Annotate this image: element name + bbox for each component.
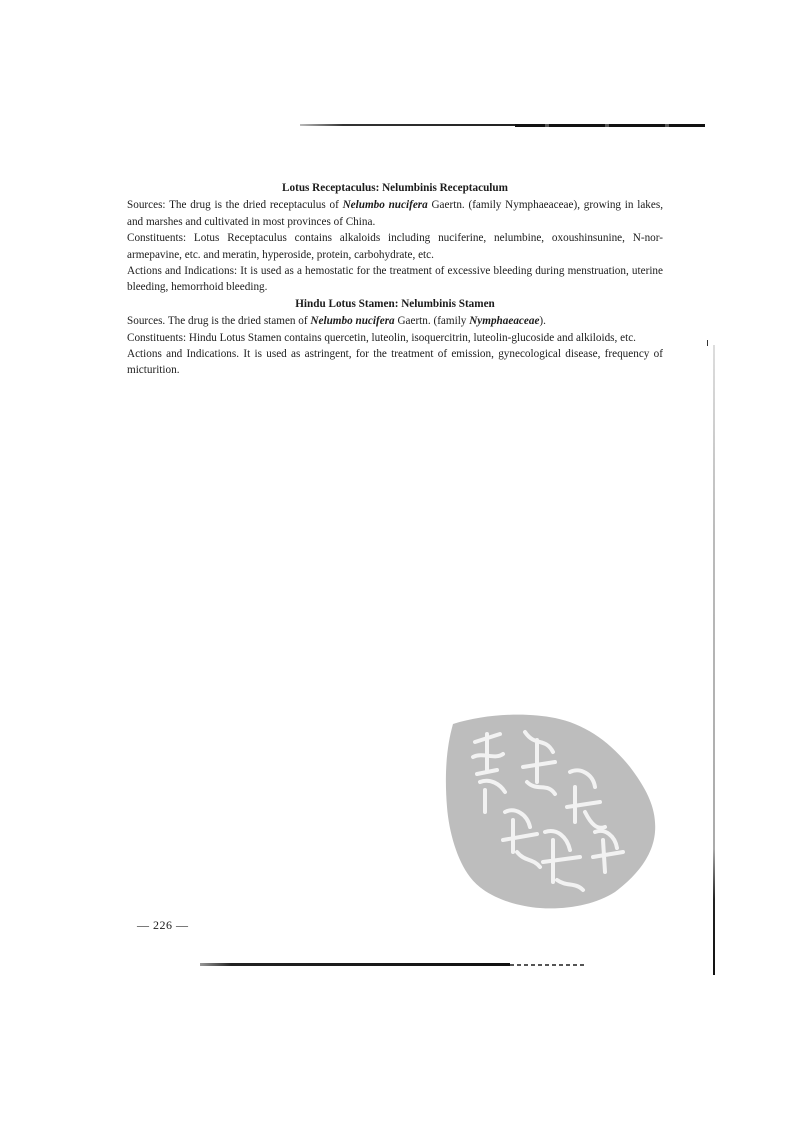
- bottom-rule-tail: [510, 964, 585, 966]
- top-rule: [300, 124, 515, 126]
- constituents-text: Lotus Receptaculus contains alkaloids including nuciferine, nelumbine, oxoushinsunine, N-nor-armepavine, etc. and meratin, hyperoside, protein, carbohydrate, etc.: [127, 232, 663, 261]
- constituents-paragraph: [127, 230, 663, 263]
- bottom-rule: [200, 963, 510, 966]
- sources-text: The drug is the dried receptaculus of: [165, 199, 343, 212]
- actions-paragraph: [127, 263, 663, 296]
- actions-text: It is used as astringent, for the treatment of emission, gynecological disease, frequency of micturition.: [127, 348, 663, 377]
- actions-text: It is used as a hemostatic for the treatment of excessive bleeding during menstruation, uterine bleeding, hemorrhoid bleeding.: [127, 265, 663, 294]
- section-heading: Lotus Receptaculus: Nelumbinis Receptaculum: [282, 182, 508, 194]
- actions-label: Actions and Indications:: [127, 265, 238, 278]
- actions-label: Actions and Indications.: [127, 348, 240, 361]
- sources-text-rest: ).: [539, 315, 546, 328]
- sources-label: Sources.: [127, 315, 166, 328]
- constituents-paragraph: [127, 330, 663, 346]
- constituents-label: Constituents:: [127, 232, 187, 245]
- constituents-label: Constituents:: [127, 331, 187, 344]
- scan-speck: [707, 340, 708, 346]
- sources-text-rest: Gaertn. (family Nymphaeaceae), growing in lakes, and marshes and cultivated in most provinces of China.: [127, 199, 664, 228]
- section-hindu-lotus-stamen: [127, 296, 663, 379]
- species-name: Nelumbo nucifera: [310, 315, 395, 328]
- sources-paragraph: [127, 197, 663, 230]
- family-name: Nymphaeaceae: [469, 315, 540, 328]
- section-lotus-receptaculus: [127, 180, 663, 296]
- sources-label: Sources:: [127, 199, 166, 212]
- page-number: — 226 —: [137, 918, 189, 932]
- species-name: Nelumbo nucifera: [342, 199, 428, 212]
- actions-paragraph: [127, 346, 663, 379]
- constituents-text: Hindu Lotus Stamen contains quercetin, luteolin, isoquercitrin, luteolin-glucoside and alkiloids, etc.: [186, 331, 636, 344]
- scan-edge-line: [713, 345, 715, 975]
- top-rule-thick: [515, 124, 705, 127]
- sources-text-mid: Gaertn. (family: [394, 315, 470, 328]
- sources-text: The drug is the dried stamen of: [165, 315, 311, 328]
- sources-paragraph: [127, 313, 663, 329]
- section-heading: Hindu Lotus Stamen: Nelumbinis Stamen: [295, 297, 495, 310]
- library-seal-icon: [445, 712, 660, 912]
- page-body: [127, 180, 663, 379]
